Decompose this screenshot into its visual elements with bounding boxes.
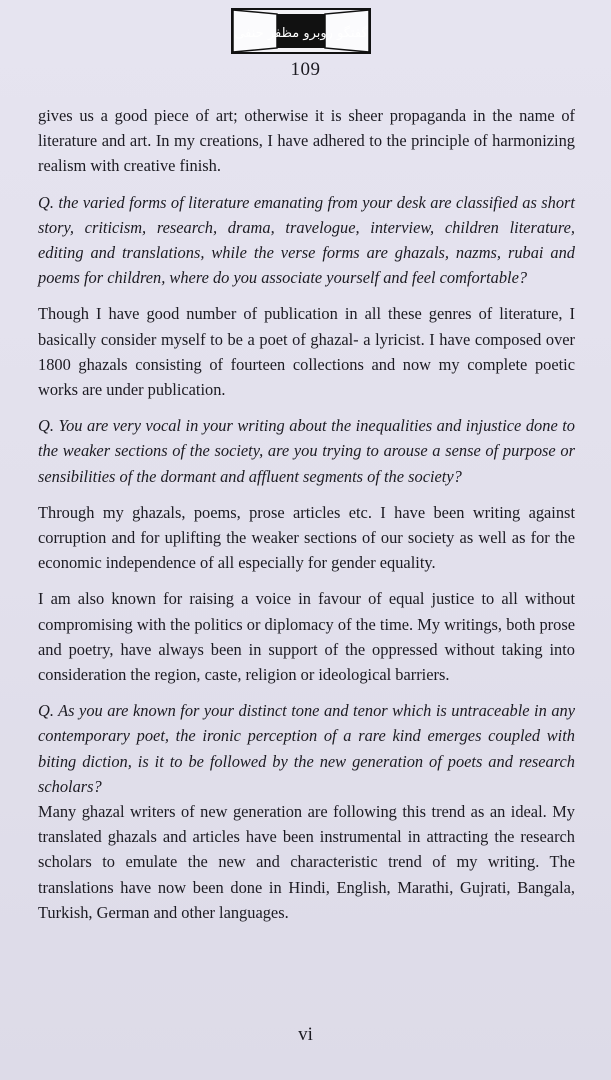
logo-lettering: گفتگو روبرو مظفر حنفی: [234, 26, 368, 41]
book-title-logo: [231, 8, 371, 54]
question-paragraph: Q. the varied forms of literature emanating from your desk are classified as short story, criticism, research, drama, travelogue, interview, children literature, editing and translations, while the verse forms are ghazals, nazms, rubai and poems for children, where do you associate yourself and feel comfortable?: [38, 192, 575, 288]
answer-paragraph: I am also known for raising a voice in favour of equal justice to all without compromising with the politics or diplomacy of the time. My writings, both prose and poetry, have always been in support of the oppressed without taking into consideration the region, caste, religion or ideological barriers.: [38, 589, 575, 685]
question-paragraph: Q. As you are known for your distinct tone and tenor which is untraceable in any contemporary poet, the ironic perception of a rare kind emerges coupled with biting diction, is it to be followed by the new generation of poets and research scholars?: [38, 701, 575, 796]
answer-paragraph: Many ghazal writers of new generation are following this trend as an ideal. My translated ghazals and articles have been instrumental in attracting the research scholars to emulate the new and characteristic trend of my writing. The translations have now been done in Hindi, English, Marathi, Gujrati, Bangala, Turkish, German and other languages.: [38, 802, 575, 922]
question-paragraph: Q. You are very vocal in your writing about the inequalities and injustice done to the weaker sections of the society, are you trying to arouse a sense of purpose or sensibilities of the dormant and affluent segments of the society?: [38, 416, 575, 486]
page-number-top: 109: [290, 59, 321, 80]
answer-paragraph: Through my ghazals, poems, prose articles etc. I have been writing against corruption and for uplifting the weaker sections of our society as well as for the economic independence of all especially for gender equality.: [38, 502, 575, 573]
interview-text: [38, 103, 575, 925]
answer-paragraph: gives us a good piece of art; otherwise it is sheer propaganda in the name of literature and art. In my creations, I have adhered to the principle of harmonizing realism with creative finish.: [38, 106, 575, 176]
answer-paragraph: Though I have good number of publication in all these genres of literature, I basically consider myself to be a poet of ghazal- a lyricist. I have composed over 1800 ghazals consisting of fourteen collections and now my complete poetic works are under publication.: [38, 304, 575, 400]
page-number-bottom: vi: [298, 1024, 313, 1045]
